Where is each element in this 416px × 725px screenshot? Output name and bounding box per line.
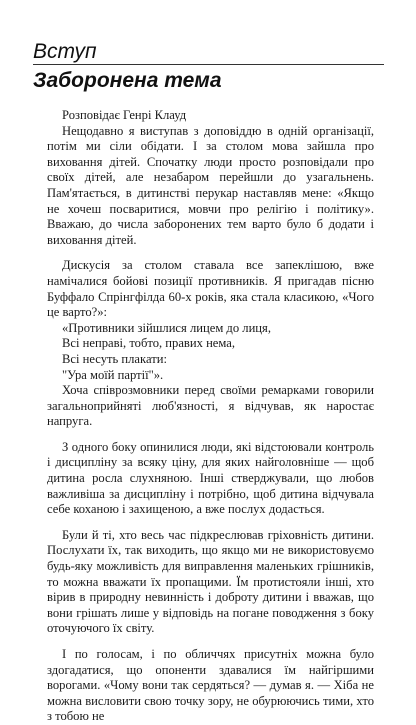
header-rule — [33, 64, 384, 65]
song-verse-line: Всі несуть плакати: — [62, 351, 167, 366]
paragraph: Були й ті, хто весь час підкреслював гріховність дитини. Послухати їх, так виходить, що якщо ми не використовуємо будь-яку можливість для виправлення маленьких грішників, то можна вважати їх пропащими. Їм протистояли інші, хто вірив в природну невинність і доброту дитини і вважав, що вони грішать лише у відповідь на погане поводження з боку оточуючого їх світу. — [47, 527, 374, 636]
section-label: Вступ — [33, 40, 97, 63]
song-verse-line: Всі неправі, тобто, правих нема, — [62, 336, 236, 351]
body-text — [47, 108, 374, 725]
song-verse-line: «Противники зійшлися лицем до лиця, — [62, 320, 271, 335]
paragraph: Нещодавно я виступав з доповіддю в одній організації, потім ми сіли обідати. І за столом мова зайшла про виховання дітей. Спочатку люди просто розповідали про своїх дітей, але незабаром перейшли до узагальнень. Пам'ятається, в дитинстві перукар наставляв мене: «Якщо не хочеш посваритися, мовчи про релігію і політику». Вважаю, до числа заборонених тем варто було б додати і виховання дітей. — [47, 123, 374, 247]
song-verse-line: "Ура моїй партії"». — [62, 367, 164, 382]
paragraph: З одного боку опинилися люди, які відстоювали контроль і дисципліну за всяку ціну, для яких найголовніше — щоб дитина росла слухняною. Інші стверджували, що любов важливіша за дисципліну і потрібно, щоб дитина відчувала себе коханою і захищеною, а вже послух додасться. — [47, 439, 374, 517]
chapter-title: Заборонена тема — [33, 69, 222, 92]
paragraph: Дискусія за столом ставала все запеклішою, вже намічалися бойові позиції противників. Я пригадав пісню Буффало Спрінгфілда 60-х років, яка стала класикою, «Чого це варто?»: — [47, 258, 374, 320]
paragraph: І по голосам, і по обличчях присутніх можна було здогадатися, що опоненти здавалися їм найгіршими ворогами. «Чому вони так сердяться? — думав я. — Хіба не можна висловити свою точку зору, не обурюючись тими, хто з тобою не — [47, 647, 374, 724]
narrator-line: Розповідає Генрі Клауд — [62, 108, 187, 122]
paragraph: Хоча співрозмовники перед своїми ремарками говорили загальноприйняті люб'язності, я відчував, як наростає напруга. — [47, 383, 374, 429]
